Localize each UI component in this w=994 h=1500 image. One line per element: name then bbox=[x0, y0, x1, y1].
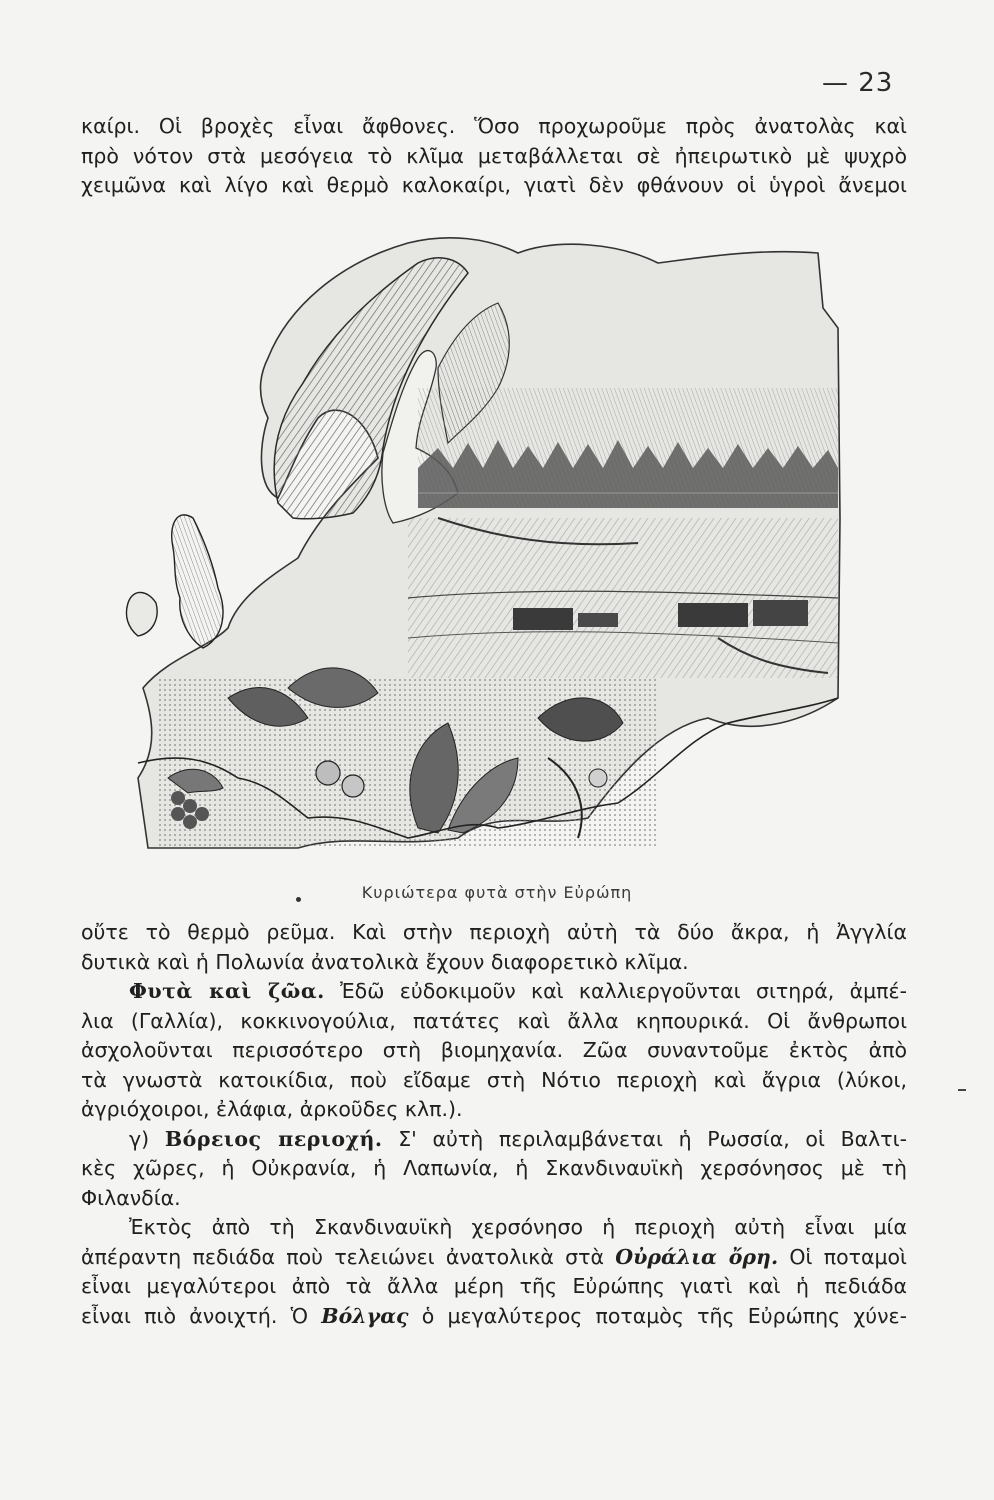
text-line: τὰ γνωστὰ κατοικίδια, ποὺ εἴδαμε στὴ Νότιο περιοχὴ καὶ ἄγρια (λύκοι, bbox=[81, 1067, 907, 1092]
text-line: οὔτε τὸ θερμὸ ρεῦμα. Καὶ στὴν περιοχὴ αὐτὴ τὰ δύο ἄκρα, ἡ Ἀγγλία bbox=[81, 920, 907, 944]
text-line bbox=[81, 977, 907, 1007]
text-line: πρὸ νότον στὰ μεσόγεια τὸ κλῖμα μεταβάλλεται σὲ ἠπειρωτικὸ μὲ ψυχρὸ bbox=[81, 143, 907, 168]
margin-mark bbox=[958, 1089, 966, 1091]
figure-caption: Κυριώτερα φυτὰ στὴν Εὐρώπη bbox=[361, 883, 633, 902]
plants-band bbox=[158, 668, 658, 848]
field-scene bbox=[408, 518, 838, 678]
text-run: Οἱ ποταμοὶ bbox=[778, 1244, 907, 1269]
text-line: κὲς χῶρες, ἡ Οὐκρανία, ἡ Λαπωνία, ἡ Σκανδιναυϊκὴ χερσόνησος μὲ τὴ bbox=[81, 1156, 907, 1180]
europe-plants-illustration bbox=[118, 218, 858, 858]
text-run: Ἐδῶ εὐδοκιμοῦν καὶ καλλιεργοῦνται σιτηρά, ἀμπέ- bbox=[324, 979, 907, 1003]
forest-scene bbox=[418, 388, 838, 508]
section-heading-plants-animals: Φυτὰ καὶ ζῶα. bbox=[129, 979, 325, 1003]
text-line: ἀσχολοῦνται περισσότερο στὴ βιομηχανία. Ζῶα συναντοῦμε ἐκτὸς ἀπὸ bbox=[81, 1038, 907, 1062]
text-line: χειμῶνα καὶ λίγο καὶ θερμὸ καλοκαίρι, γιατὶ δὲν φθάνουν οἱ ὑγροὶ ἄνεμοι bbox=[81, 173, 907, 197]
text-line bbox=[81, 1243, 907, 1273]
bottom-text bbox=[81, 918, 907, 1331]
section-heading-northern-region: Βόρειος περιοχή. bbox=[164, 1126, 383, 1151]
map-ireland bbox=[126, 592, 157, 636]
text-run: γ) bbox=[129, 1126, 165, 1151]
text-line: ἀγριόχοιροι, ἐλάφια, ἀρκοῦδες κλπ.). bbox=[81, 1097, 463, 1121]
text-line: καίρι. Οἱ βροχὲς εἶναι ἄφθονες. Ὅσο προχωροῦμε πρὸς ἀνατολὰς καὶ bbox=[81, 114, 907, 138]
page-number: — 23 bbox=[822, 68, 894, 98]
orange-illustration bbox=[316, 761, 340, 785]
text-line: εἶναι μεγαλύτεροι ἀπὸ τὰ ἄλλα μέρη τῆς Εὐρώπης γιατὶ καὶ ἡ πεδιάδα bbox=[81, 1274, 907, 1298]
text-run: ὁ μεγαλύτερος ποταμὸς τῆς Εὐρώπης χύνε- bbox=[408, 1303, 907, 1328]
text-line: δυτικὰ καὶ ἡ Πολωνία ἀνατολικὰ ἔχουν διαφορετικὸ κλῖμα. bbox=[81, 949, 689, 974]
place-name-volga: Βόλγας bbox=[321, 1303, 409, 1328]
text-run: Σ' αὐτὴ περιλαμβάνεται ἡ Ρωσσία, οἱ Βαλτι- bbox=[382, 1126, 907, 1151]
text-line: Ἐκτὸς ἀπὸ τὴ Σκανδιναυϊκὴ χερσόνησο ἡ περιοχὴ αὐτὴ εἶναι μία bbox=[129, 1215, 907, 1239]
text-run: εἶναι πιὸ ἀνοιχτή. Ὁ bbox=[81, 1303, 322, 1328]
text-line bbox=[81, 1302, 907, 1332]
text-line bbox=[81, 1125, 907, 1155]
text-line: Φιλανδία. bbox=[81, 1185, 181, 1210]
text-run: ἀπέραντη πεδιάδα ποὺ τελειώνει ἀνατολικὰ στὰ bbox=[81, 1244, 616, 1269]
place-name-urals: Οὐράλια ὄρη. bbox=[615, 1244, 779, 1269]
top-paragraph bbox=[81, 112, 907, 201]
map-great-britain bbox=[172, 515, 223, 648]
text-line: λια (Γαλλία), κοκκινογούλια, πατάτες καὶ ἄλλα κηπουρικά. Οἱ ἄνθρωποι bbox=[81, 1008, 907, 1033]
